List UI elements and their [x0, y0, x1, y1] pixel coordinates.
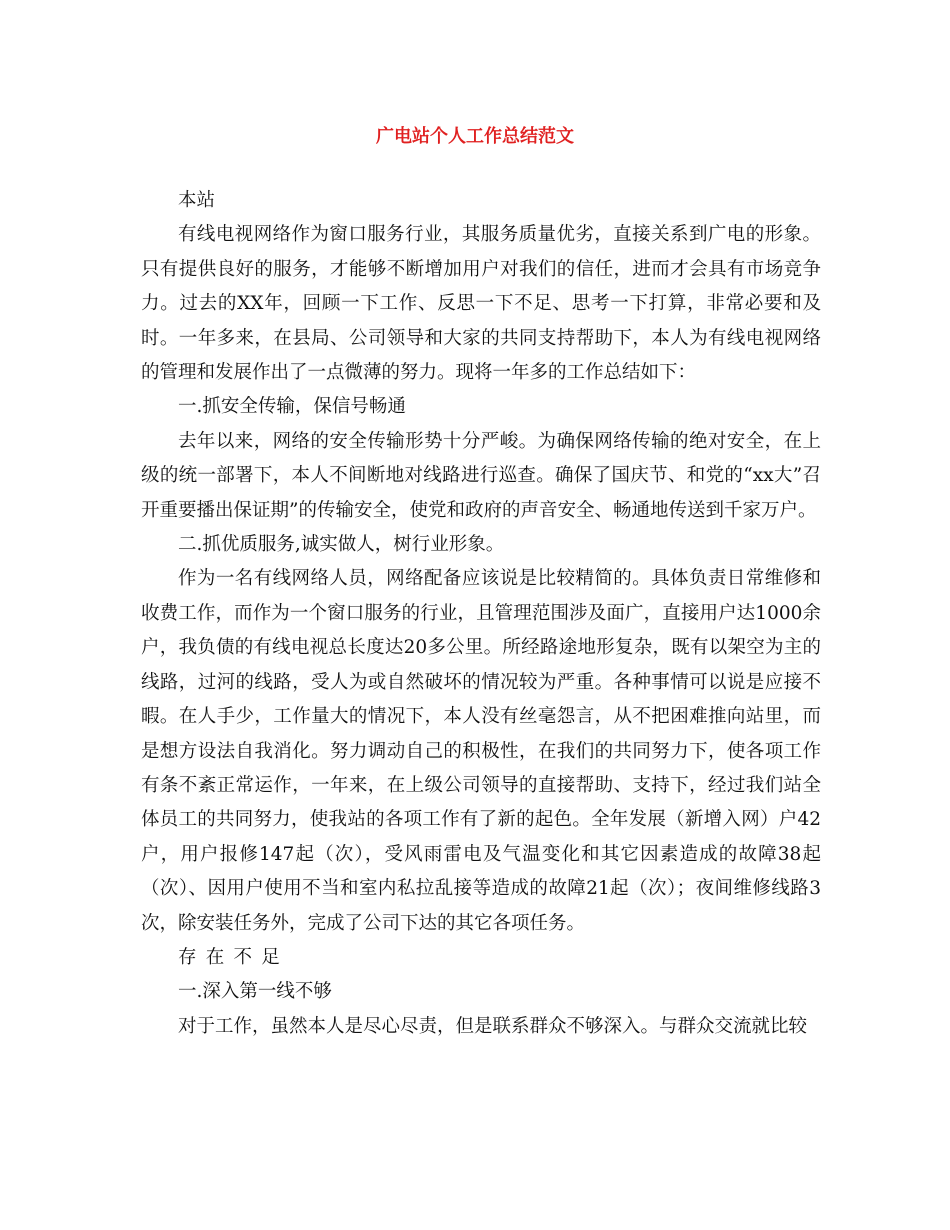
section-heading-shortcomings: 存在不足 — [178, 946, 290, 968]
section-heading-safety: 一.抓安全传输，保信号畅通 — [178, 396, 406, 418]
paragraph-safety: 去年以来，网络的安全传输形势十分严峻。为确保网络传输的绝对安全，在上级的统一部署下，本人不间断地对线路进行巡查。确保了国庆节、和党的“xx大”召开重要播出保证期”的传输安全，使党和政府的声音安全、畅通地传送到千家万户。 — [141, 430, 821, 521]
paragraph-salutation: 本站 — [178, 190, 216, 211]
document-body — [141, 184, 821, 1044]
subsection-heading-frontline: 一.深入第一线不够 — [178, 981, 332, 1003]
paragraph-intro: 有线电视网络作为窗口服务行业，其服务质量优劣，直接关系到广电的形象。只有提供良好的服务，才能够不断增加用户对我们的信任，进而才会具有市场竞争力。过去的XX年，回顾一下工作、反思一下不足、思考一下打算，非常必要和及时。一年多来，在县局、公司领导和大家的共同支持帮助下，本人为有线电视网络的管理和发展作出了一点微薄的努力。现将一年多的工作总结如下： — [141, 224, 821, 384]
document-title: 广电站个人工作总结范文 — [376, 126, 574, 147]
paragraph-frontline: 对于工作，虽然本人是尽心尽责，但是联系群众不够深入。与群众交流就比较 — [178, 1015, 808, 1037]
paragraph-service: 作为一名有线网络人员，网络配备应该说是比较精简的。具体负责日常维修和收费工作，而作为一个窗口服务的行业，且管理范围涉及面广，直接用户达1000余户，我负债的有线电视总长度达20多公里。所经路途地形复杂，既有以架空为主的线路，过河的线路，受人为或自然破坏的情况较为严重。各种事情可以说是应接不暇。在人手少，工作量大的情况下，本人没有丝毫怨言，从不把困难推向站里，而是想方设法自我消化。努力调动自己的积极性，在我们的共同努力下，使各项工作有条不紊正常运作，一年来，在上级公司领导的直接帮助、支持下，经过我们站全体员工的共同努力，使我站的各项工作有了新的起色。全年发展（新增入网）户42户，用户报修147起（次），受风雨雷电及气温变化和其它因素造成的故障38起（次）、因用户使用不当和室内私拉乱接等造成的故障21起（次）；夜间维修线路3次，除安装任务外，完成了公司下达的其它各项任务。 — [141, 568, 821, 934]
section-heading-service: 二.抓优质服务,诚实做人，树行业形象。 — [178, 534, 505, 556]
